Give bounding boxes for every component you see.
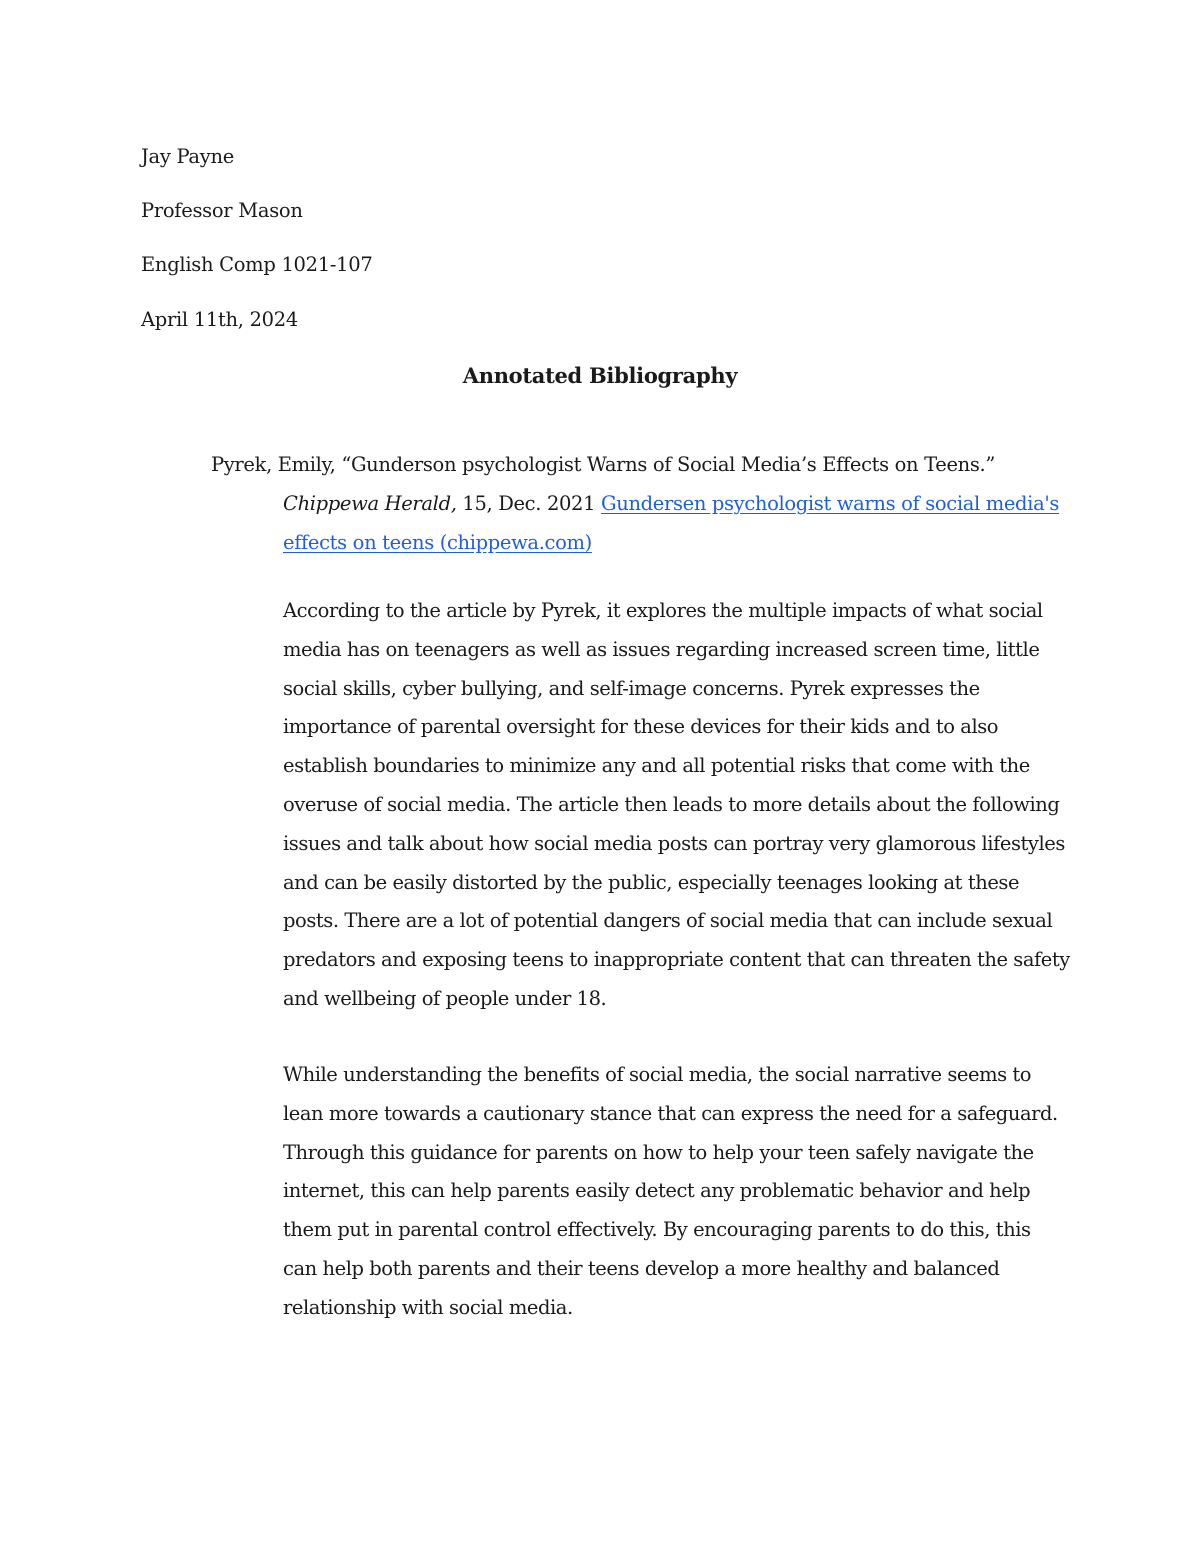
paragraph-line: can help both parents and their teens develop a more healthy and balanced <box>283 1256 1000 1280</box>
paragraph-line: Through this guidance for parents on how to help your teen safely navigate the <box>283 1140 1034 1164</box>
annotation-paragraph-1 <box>283 592 1083 1019</box>
citation-publication: Chippewa Herald, <box>283 492 457 515</box>
paragraph-line: them put in parental control effectively. By encouraging parents to do this, this <box>283 1218 1031 1242</box>
paragraph-line: lean more towards a cautionary stance that can express the need for a safeguard. <box>283 1101 1058 1125</box>
document-date: April 11th, 2024 <box>141 308 298 331</box>
citation-date: 15, Dec. 2021 <box>456 492 602 515</box>
paragraph-line: predators and exposing teens to inappropriate content that can threaten the safety <box>283 948 1070 972</box>
paragraph-line: importance of parental oversight for these devices for their kids and to also <box>283 715 999 739</box>
document-title: Annotated Bibliography <box>462 363 738 388</box>
paragraph-line: issues and talk about how social media posts can portray very glamorous lifestyles <box>283 831 1065 855</box>
paragraph-line: posts. There are a lot of potential dangers of social media that can include sexual <box>283 909 1053 933</box>
paragraph-line: media has on teenagers as well as issues regarding increased screen time, little <box>283 637 1040 661</box>
course-name: English Comp 1021-107 <box>141 253 373 276</box>
citation-source-line <box>211 484 1071 523</box>
citation-link-continued[interactable]: effects on teens (chippewa.com) <box>283 531 592 554</box>
citation-link-line <box>211 523 1071 562</box>
paragraph-line: establish boundaries to minimize any and all potential risks that come with the <box>283 754 1030 778</box>
student-name: Jay Payne <box>141 145 234 168</box>
paragraph-line: and wellbeing of people under 18. <box>283 986 607 1010</box>
paragraph-line: social skills, cyber bullying, and self-image concerns. Pyrek expresses the <box>283 676 980 700</box>
paragraph-line: internet, this can help parents easily detect any problematic behavior and help <box>283 1179 1031 1203</box>
paragraph-line: While understanding the benefits of social media, the social narrative seems to <box>283 1063 1032 1086</box>
citation-entry <box>211 445 1071 562</box>
paragraph-line: relationship with social media. <box>283 1295 573 1319</box>
citation-link[interactable]: Gundersen psychologist warns of social media's <box>601 492 1060 515</box>
annotation-paragraph-2 <box>283 1056 1083 1328</box>
paragraph-line: According to the article by Pyrek, it explores the multiple impacts of what social <box>283 599 1043 622</box>
citation-author-title: Pyrek, Emily, “Gunderson psychologist Warns of Social Media’s Effects on Teens.” <box>211 453 995 476</box>
professor-name: Professor Mason <box>141 199 303 222</box>
paragraph-line: and can be easily distorted by the public, especially teenages looking at these <box>283 870 1020 894</box>
paragraph-line: overuse of social media. The article then leads to more details about the following <box>283 792 1060 816</box>
